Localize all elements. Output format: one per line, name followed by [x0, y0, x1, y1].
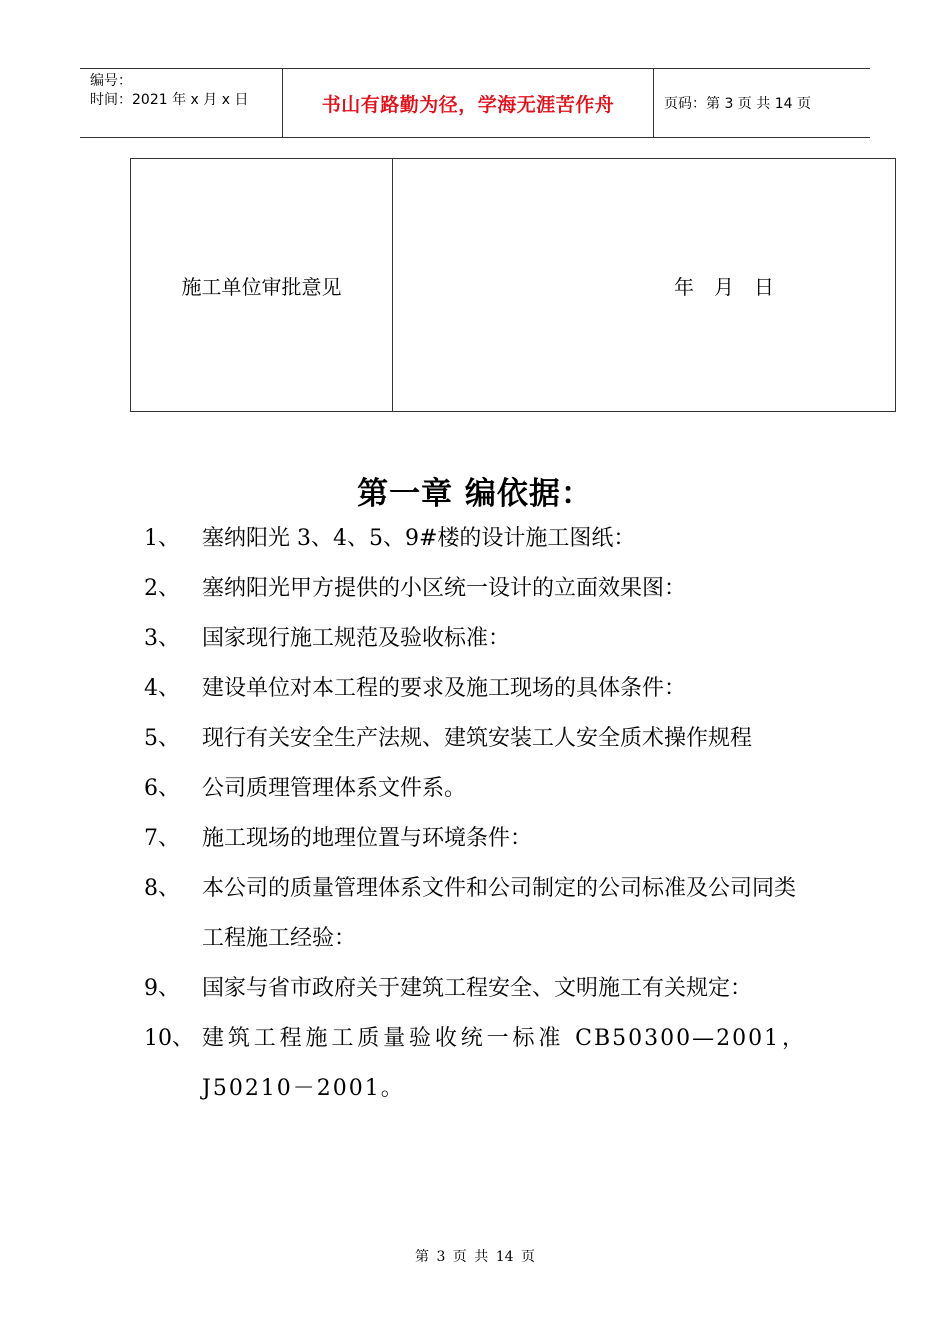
list-item [144, 864, 814, 964]
approval-table [130, 158, 896, 412]
item-text: 现行有关安全生产法规、建筑安装工人安全质术操作规程 [202, 726, 753, 751]
item-number: 9、 [144, 976, 180, 1001]
item-number: 10、 [144, 1026, 194, 1051]
item-text: 公司质理管理体系文件系。 [202, 776, 467, 801]
header-motto-cell [282, 69, 654, 137]
list-item [144, 714, 814, 764]
basis-list [144, 514, 814, 1114]
list-item [144, 664, 814, 714]
item-number: 4、 [144, 676, 180, 701]
item-number: 1、 [144, 526, 180, 551]
date-year: 年 [674, 274, 694, 299]
item-number: 3、 [144, 626, 180, 651]
header-meta [80, 69, 282, 137]
item-number: 8、 [144, 876, 180, 901]
item-text: 国家与省市政府关于建筑工程安全、文明施工有关规定： [202, 976, 753, 1001]
page-footer: 第 3 页 共 14 页 [415, 1249, 535, 1265]
list-item [144, 614, 814, 664]
item-text: 塞纳阳光甲方提供的小区统一设计的立面效果图： [202, 576, 687, 601]
item-text: 建筑工程施工质量验收统一标准 CB50300—2001，J50210－2001。 [202, 1026, 806, 1101]
chapter-title: 第一章 编依据： [357, 476, 593, 512]
number-label: 编号： [90, 73, 132, 89]
page-code: 页码：第 3 页 共 14 页 [664, 96, 811, 112]
item-text: 施工现场的地理位置与环境条件： [202, 826, 533, 851]
list-item [144, 764, 814, 814]
motto-text: 书山有路勤为径，学海无涯苦作舟 [321, 93, 615, 116]
date-day: 日 [754, 274, 774, 299]
item-number: 7、 [144, 826, 180, 851]
item-text: 塞纳阳光 3、4、5、9#楼的设计施工图纸： [202, 526, 636, 551]
list-item [144, 564, 814, 614]
item-text: 本公司的质量管理体系文件和公司制定的公司标准及公司同类工程施工经验： [202, 876, 797, 951]
time-label: 时间：2021 年 x 月 x 日 [90, 92, 249, 108]
approval-date [393, 159, 895, 411]
list-item [144, 1014, 814, 1114]
item-number: 5、 [144, 726, 180, 751]
header-page-cell [654, 69, 870, 137]
list-item [144, 814, 814, 864]
list-item [144, 964, 814, 1014]
approval-label: 施工单位审批意见 [131, 159, 393, 411]
item-number: 6、 [144, 776, 180, 801]
page-header [80, 68, 870, 138]
list-item [144, 514, 814, 564]
item-text: 建设单位对本工程的要求及施工现场的具体条件： [202, 676, 687, 701]
item-number: 2、 [144, 576, 180, 601]
date-month: 月 [714, 274, 734, 299]
item-text: 国家现行施工规范及验收标准： [202, 626, 511, 651]
